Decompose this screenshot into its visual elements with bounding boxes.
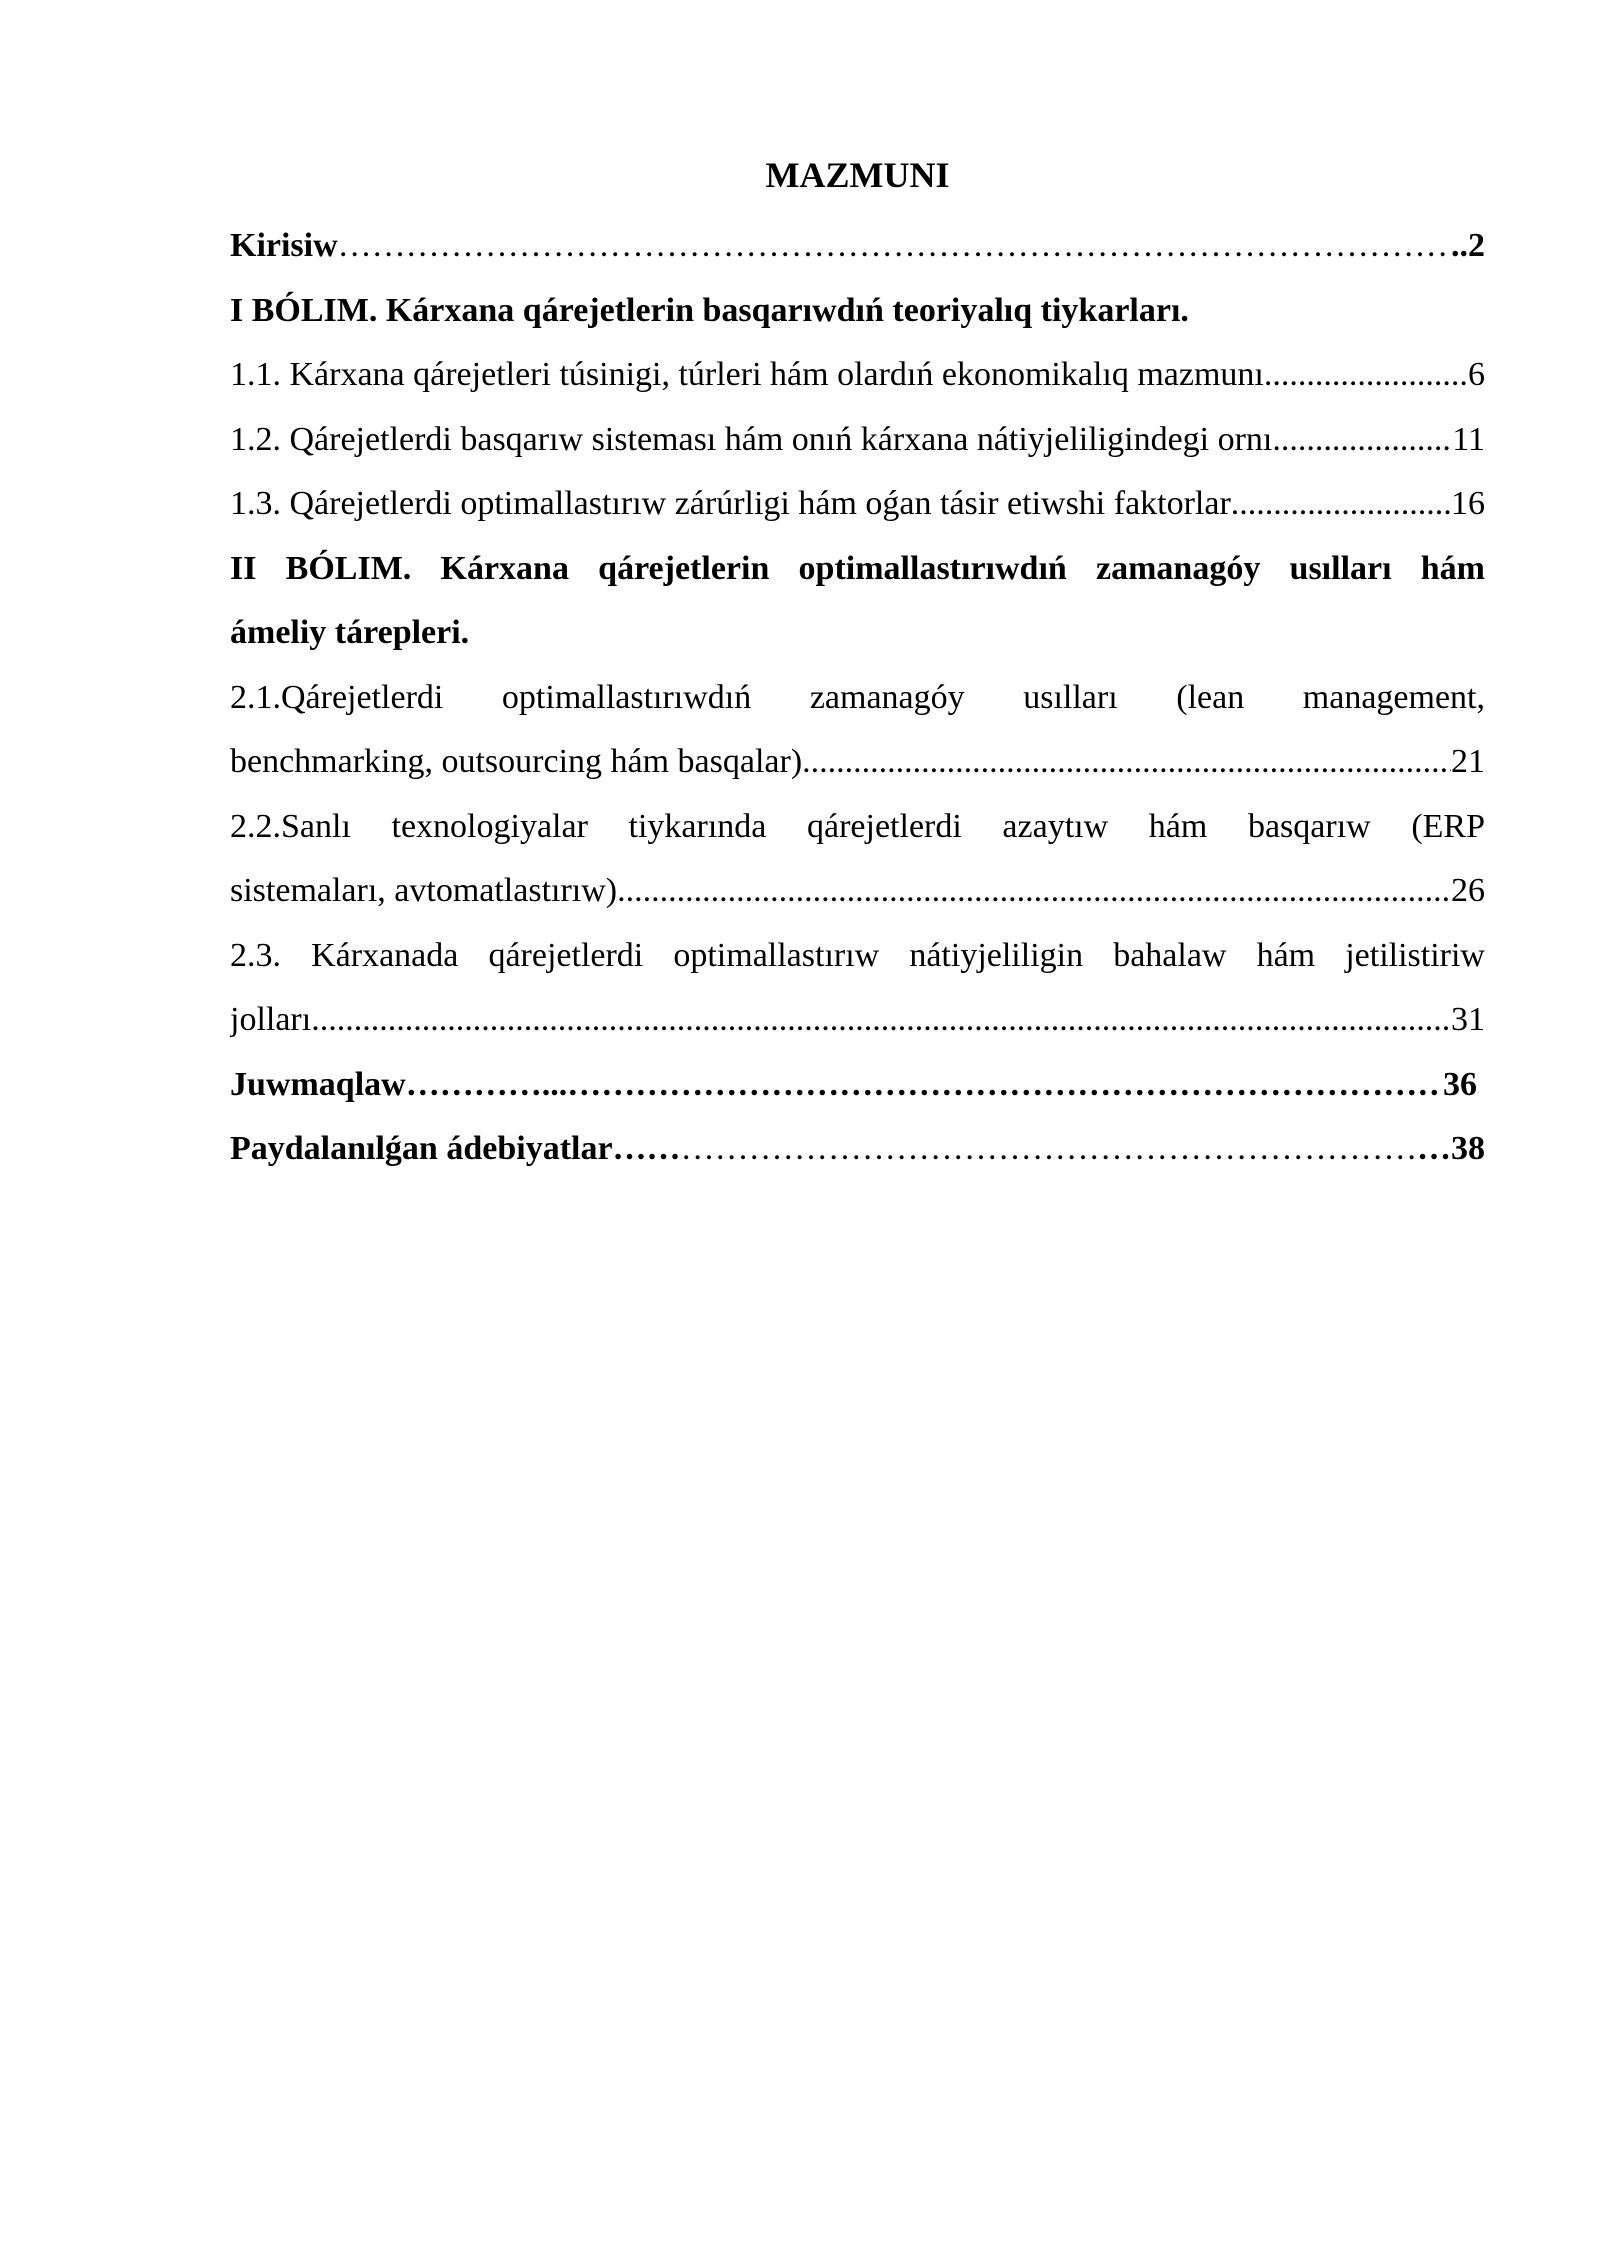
leader-dots	[567, 1053, 1443, 1118]
toc-entry-page: 36	[1443, 1065, 1477, 1103]
toc-entry-page: 21	[1451, 743, 1485, 780]
toc-entry-1-2	[230, 408, 1485, 473]
toc-entry-page: 31	[1451, 1001, 1485, 1038]
toc-entry-2-3-line2	[230, 988, 1485, 1053]
leader-dots	[311, 988, 1451, 1053]
toc-entry-label: 1.3. Qárejetlerdi optimallastırıw zárúrligi hám oǵan tásir etiwshi faktorlar	[230, 485, 1231, 522]
leader-dots	[811, 730, 1451, 795]
toc-entry-page: 16	[1451, 485, 1485, 522]
toc-part-heading-2-line2: ámeliy tárepleri.	[230, 614, 470, 651]
toc-entry-page: 11	[1452, 420, 1485, 458]
toc-entry-page: 26	[1451, 872, 1485, 909]
toc-entry-conclusion	[230, 1053, 1485, 1118]
page-title: MAZMUNI	[765, 155, 950, 195]
toc-entry-intro	[230, 214, 1485, 279]
toc-entry-label: 1.2. Qárejetlerdi basqarıw sisteması hám onıń kárxana nátiyjeliligindegi ornı	[230, 420, 1273, 458]
toc-entry-label: Juwmaqlaw…………...	[230, 1065, 568, 1103]
table-of-contents	[230, 150, 1485, 1182]
leader-dots	[681, 1117, 1417, 1182]
toc-entry-2-1-line1: 2.1.Qárejetlerdi optimallastırıwdıń zamanagóy usılları (lean management,	[230, 678, 1485, 716]
toc-part-heading-2-line1: II BÓLIM. Kárxana qárejetlerin optimallastırıwdıń zamanagóy usılları hám	[230, 549, 1485, 587]
toc-entry-label: jolları	[230, 1001, 312, 1038]
toc-entry-1-1	[230, 343, 1485, 408]
toc-part-heading-1: I BÓLIM. Kárxana qárejetlerin basqarıwdıń teoriyalıq tiykarları.	[230, 291, 1189, 329]
toc-entry-2-2-line2	[230, 859, 1485, 924]
leader-dots	[338, 214, 1451, 279]
toc-entry-label: sistemaları, avtomatlastırıw)	[230, 872, 618, 909]
toc-entry-page: 6	[1468, 356, 1485, 393]
toc-entry-1-3	[230, 472, 1485, 537]
leader-dots	[1264, 343, 1468, 408]
leader-dots	[1272, 408, 1452, 473]
toc-entry-2-3-line1: 2.3. Kárxanada qárejetlerdi optimallastırıw nátiyjeliligin bahalaw hám jetilistiriw	[230, 936, 1485, 974]
toc-entry-label: Paydalanılǵan ádebiyatlar……	[230, 1130, 681, 1167]
toc-entry-label: Kirisiw	[230, 227, 338, 264]
toc-entry-label: benchmarking, outsourcing hám basqalar).	[230, 743, 811, 780]
toc-entry-label: 1.1. Kárxana qárejetleri túsinigi, túrleri hám olardıń ekonomikalıq mazmunı	[230, 356, 1264, 393]
toc-entry-2-1-line2	[230, 730, 1485, 795]
leader-dots	[617, 859, 1451, 924]
toc-entry-references	[230, 1117, 1485, 1182]
toc-entry-page: ..2	[1451, 227, 1485, 264]
toc-entry-2-2-line1: 2.2.Sanlı texnologiyalar tiykarında qárejetlerdi azaytıw hám basqarıw (ERP	[230, 807, 1485, 845]
leader-dots	[1231, 472, 1451, 537]
toc-entry-page: …38	[1417, 1130, 1485, 1167]
